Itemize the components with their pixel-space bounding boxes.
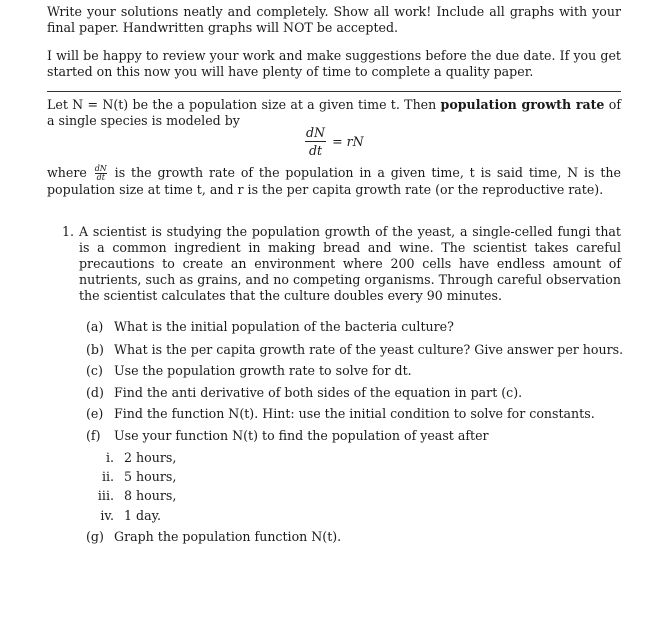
part-a <box>86 319 454 335</box>
subpart-ii <box>92 469 176 485</box>
part-label: (d) <box>86 385 104 400</box>
part-text: Use your function N(t) to find the population of yeast after <box>114 428 489 443</box>
part-label: (g) <box>86 529 104 544</box>
subpart-text: 5 hours, <box>124 469 177 484</box>
part-text: Find the function N(t). Hint: use the initial condition to solve for constants. <box>114 406 595 421</box>
part-label: (e) <box>86 406 104 421</box>
subpart-text: 1 day. <box>124 508 162 523</box>
part-label: (a) <box>86 319 104 334</box>
subpart-text: 8 hours, <box>124 488 177 503</box>
definitions-text-b: is the growth rate of the population in a given time, t is said time, N is the population size at time t, and r is the per capita growth rate (or the reproductive rate). <box>47 165 621 197</box>
equation-denominator: dt <box>308 143 323 158</box>
part-c <box>86 363 412 379</box>
subpart-label: iii. <box>97 488 114 503</box>
problem-number: 1. <box>62 224 75 239</box>
subpart-iv <box>92 508 161 524</box>
equation-rhs: = rN <box>332 134 364 149</box>
subpart-label: ii. <box>101 469 114 484</box>
subpart-text: 2 hours, <box>124 450 177 465</box>
part-e <box>86 406 595 422</box>
definitions-text-a: where <box>47 165 87 180</box>
model-text-a: Let N = N(t) be the a population size at a given time t. Then <box>47 97 437 112</box>
part-text: Use the population growth rate to solve for dt. <box>114 363 412 378</box>
part-label: (c) <box>86 363 103 378</box>
part-text: What is the per capita growth rate of the yeast culture? Give answer per hours. <box>114 342 624 357</box>
model-paragraph <box>47 97 621 129</box>
part-label: (f) <box>86 428 101 443</box>
part-g <box>86 529 341 545</box>
inline-fraction-numerator: dN <box>94 164 107 173</box>
equation-fraction <box>305 126 326 158</box>
subpart-label: iv. <box>100 508 114 523</box>
instructions-paragraph: Write your solutions neatly and completely. Show all work! Include all graphs with your final paper. Handwritten graphs will NOT be accepted. <box>47 4 621 35</box>
part-label: (b) <box>86 342 104 357</box>
review-paragraph: I will be happy to review your work and make suggestions before the due date. If you get started on this now you will have plenty of time to complete a quality paper. <box>47 48 621 79</box>
inline-fraction <box>95 165 107 182</box>
section-divider <box>47 91 621 92</box>
equation-numerator: dN <box>306 125 326 140</box>
part-text: Find the anti derivative of both sides of the equation in part (c). <box>114 385 523 400</box>
subpart-label: i. <box>105 450 114 465</box>
model-text-b: of a single species is modeled by <box>47 97 621 128</box>
part-f <box>86 428 489 444</box>
problem-statement: A scientist is studying the population growth of the yeast, a single-celled fungi that is a common ingredient in making bread and wine. The scientist takes careful precautions to create an environment where 200 cells have endless amount of nutrients, such as grains, and no competing organisms. Through careful observation the scientist calculates that the culture doubles every 90 minutes. <box>79 224 621 303</box>
part-b <box>86 342 623 358</box>
model-bold-term: population growth rate <box>440 97 605 112</box>
part-d <box>86 385 522 401</box>
inline-fraction-denominator: dt <box>96 173 105 182</box>
part-text: Graph the population function N(t). <box>114 529 342 544</box>
subpart-iii <box>92 488 176 504</box>
subpart-i <box>92 450 176 466</box>
definitions-paragraph <box>47 165 621 198</box>
part-text: What is the initial population of the bacteria culture? <box>114 319 454 334</box>
growth-equation <box>305 126 364 160</box>
